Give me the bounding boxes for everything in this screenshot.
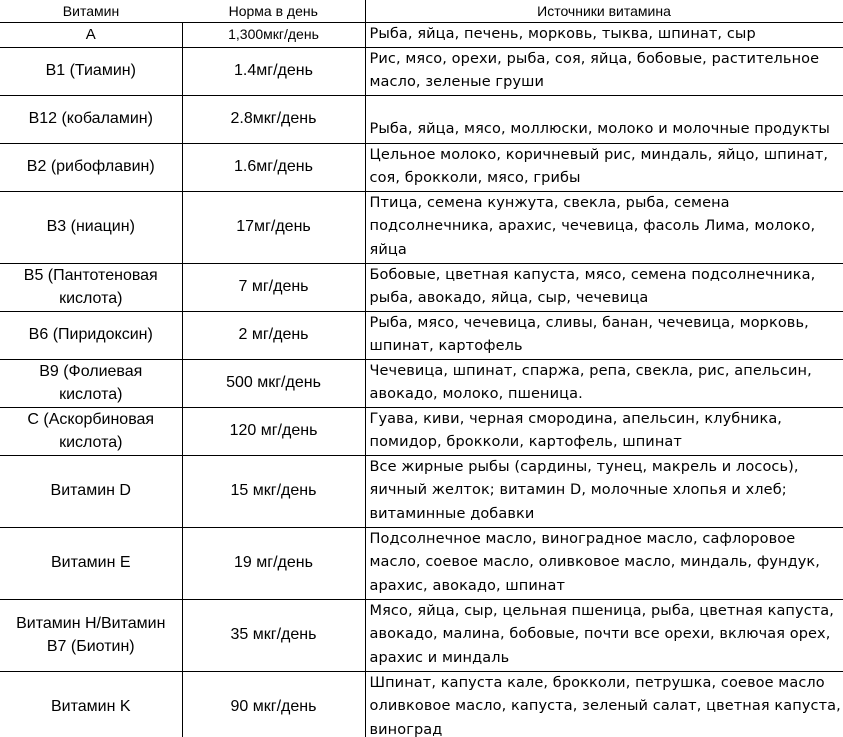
vitamin-name-line: C (Аскорбиновая (27, 410, 155, 428)
header-row (0, 0, 843, 23)
vitamin-sources (365, 527, 843, 599)
table-row (0, 47, 843, 95)
daily-norm: 17мг/день (182, 191, 365, 263)
daily-norm: 19 мг/день (182, 527, 365, 599)
source-line: арахис, авокадо, шпинат (369, 577, 566, 594)
vitamin-name-line: B3 (ниацин) (46, 218, 135, 236)
daily-norm: 90 мкг/день (182, 671, 365, 737)
table-row (0, 95, 843, 143)
daily-norm: 2 мг/день (182, 311, 365, 359)
vitamin-name-line: Витамин D (50, 482, 131, 500)
vitamin-name (0, 23, 182, 48)
vitamin-name-line: B9 (Фолиевая (39, 362, 143, 380)
source-line: авокадо, малина, бобовые, почти все орехи, включая орех, (369, 626, 831, 643)
source-line: Птица, семена кунжута, свекла, рыба, семена (369, 194, 730, 211)
table-row (0, 407, 843, 455)
vitamin-name-line: B12 (кобаламин) (28, 110, 153, 128)
source-line: Рис, мясо, орехи, рыба, соя, яйца, бобовые, растительное (369, 50, 820, 67)
vitamin-sources (365, 143, 843, 191)
source-line: Мясо, яйца, сыр, цельная пшеница, рыба, цветная капуста, (369, 602, 835, 619)
daily-norm: 15 мкг/день (182, 455, 365, 527)
vitamin-name-line: A (85, 26, 96, 43)
vitamin-name (0, 671, 182, 737)
table-row (0, 143, 843, 191)
vitamin-sources (365, 47, 843, 95)
vitamin-sources (365, 191, 843, 263)
vitamin-sources (365, 455, 843, 527)
source-line: Подсолнечное масло, виноградное масло, сафлоровое (369, 530, 796, 547)
table-row (0, 599, 843, 671)
vitamin-name-line: Витамин K (50, 698, 131, 715)
vitamin-name-line: B2 (рибофлавин) (26, 158, 155, 176)
source-line: подсолнечника, арахис, чечевица, фасоль Лима, молоко, (369, 218, 816, 235)
daily-norm: 500 мкг/день (182, 359, 365, 407)
vitamin-name (0, 263, 182, 311)
source-line: яйца (369, 241, 407, 258)
vitamin-name-line: кислота) (59, 434, 123, 451)
vitamin-name (0, 191, 182, 263)
vitamin-name-line: Витамин H/Витамин (16, 614, 166, 632)
daily-norm: 7 мг/день (182, 263, 365, 311)
source-line: Бобовые, цветная капуста, мясо, семена подсолнечника, (369, 266, 816, 283)
vitamin-name (0, 455, 182, 527)
source-line: Чечевица, шпинат, спаржа, репа, свекла, рис, апельсин, (369, 362, 812, 379)
table-row (0, 191, 843, 263)
vitamin-sources (365, 599, 843, 671)
source-line: Шпинат, капуста кале, брокколи, петрушка, соевое масло (369, 674, 825, 691)
source-line: Рыба, яйца, мясо, моллюски, молоко и молочные продукты (369, 121, 830, 137)
vitamin-name-line: Витамин E (50, 554, 131, 572)
daily-norm: 1,300мкг/день (182, 23, 365, 48)
source-line: авокадо, молоко, пшеница. (369, 386, 583, 402)
table-row (0, 263, 843, 311)
source-line: масло, зеленые груши (369, 74, 545, 90)
vitamin-name-line: B7 (Биотин) (46, 638, 135, 655)
header-vitamin: Витамин (0, 0, 182, 23)
source-line: Все жирные рыбы (сардины, тунец, макрель и лосось), (369, 458, 799, 475)
vitamin-sources (365, 263, 843, 311)
vitamin-name (0, 407, 182, 455)
source-line: рыба, авокадо, яйца, сыр, чечевица (369, 290, 649, 306)
header-norm: Норма в день (182, 0, 365, 23)
daily-norm: 120 мг/день (182, 407, 365, 455)
source-line: шпинат, картофель (369, 338, 523, 354)
source-line: виноград (369, 721, 443, 737)
source-line: Рыба, яйца, печень, морковь, тыква, шпинат, сыр (369, 26, 756, 42)
daily-norm: 1.6мг/день (182, 143, 365, 191)
vitamin-name-line: кислота) (59, 386, 123, 403)
source-line: Рыба, мясо, чечевица, сливы, банан, чечевица, морковь, (369, 314, 809, 331)
source-line: помидор, брокколи, картофель, шпинат (369, 434, 682, 450)
source-line: соя, брокколи, мясо, грибы (369, 170, 581, 186)
source-line: Цельное молоко, коричневый рис, миндаль, яйцо, шпинат, (369, 146, 829, 163)
vitamin-name (0, 599, 182, 671)
vitamin-sources (365, 407, 843, 455)
vitamin-name (0, 527, 182, 599)
vitamin-name-line: B5 (Пантотеновая (23, 266, 158, 284)
source-line: яичный желток; витамин D, молочные хлопья и хлеб; (369, 482, 787, 499)
table-row (0, 359, 843, 407)
vitamin-name (0, 359, 182, 407)
table-row (0, 455, 843, 527)
source-line: Гуава, киви, черная смородина, апельсин, клубника, (369, 410, 783, 427)
daily-norm: 2.8мкг/день (182, 95, 365, 143)
source-line: витаминные добавки (369, 505, 535, 522)
vitamin-sources (365, 311, 843, 359)
source-line: арахис и миндаль (369, 649, 510, 666)
vitamin-name (0, 47, 182, 95)
table-row (0, 311, 843, 359)
table-row (0, 671, 843, 737)
vitamin-name (0, 95, 182, 143)
vitamin-name (0, 143, 182, 191)
table-row (0, 23, 843, 48)
source-line: масло, соевое масло, оливковое масло, миндаль, фундук, (369, 554, 820, 571)
vitamin-sources (365, 23, 843, 48)
table-row (0, 527, 843, 599)
vitamin-name-line: кислота) (59, 290, 123, 307)
vitamin-name (0, 311, 182, 359)
header-sources: Источники витамина (365, 0, 843, 23)
vitamin-name-line: B6 (Пиридоксин) (28, 326, 153, 344)
daily-norm: 1.4мг/день (182, 47, 365, 95)
vitamin-sources (365, 359, 843, 407)
vitamin-name-line: B1 (Тиамин) (45, 62, 136, 80)
daily-norm: 35 мкг/день (182, 599, 365, 671)
vitamin-sources (365, 671, 843, 737)
source-line: оливковое масло, капуста, зеленый салат, цветная капуста, (369, 698, 841, 714)
vitamin-sources (365, 95, 843, 143)
